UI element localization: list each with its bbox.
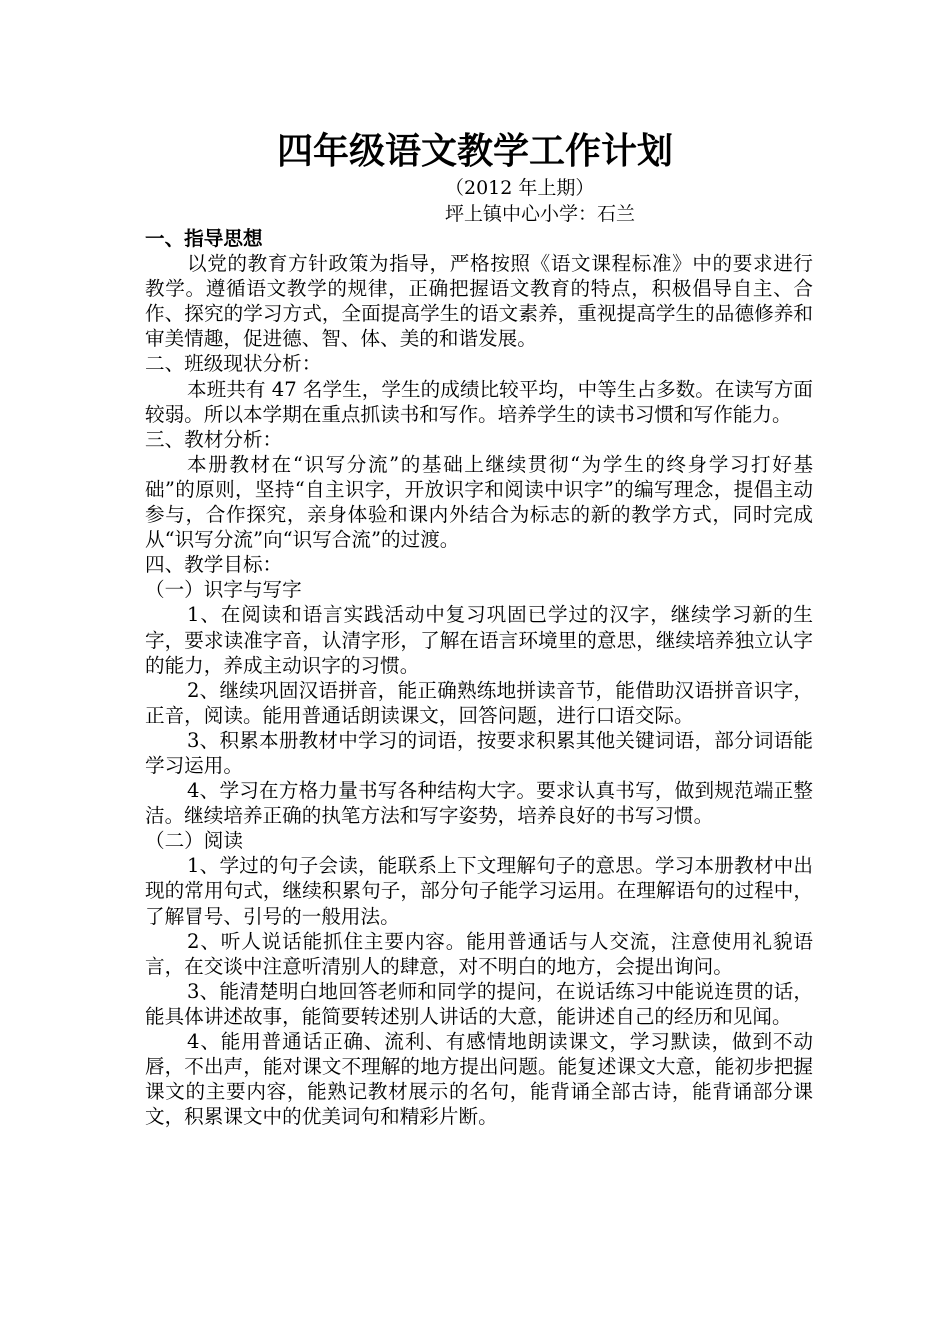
section-heading-class-status: 二、班级现状分析： bbox=[145, 352, 322, 376]
list-item: 2、继续巩固汉语拼音，能正确熟练地拼读音节，能借助汉语拼音识字，正音，阅读。能用普通话朗读课文，回答问题，进行口语交际。 bbox=[145, 678, 813, 727]
list-item: 1、学过的句子会读，能联系上下文理解句子的意思。学习本册教材中出现的常用句式，继续积累句子，部分句子能学习运用。在理解语句的过程中，了解冒号、引号的一般用法。 bbox=[145, 854, 813, 928]
author-line: 坪上镇中心小学：石兰 bbox=[445, 203, 636, 225]
list-item: 2、听人说话能抓住主要内容。能用普通话与人交流，注意使用礼貌语言，在交谈中注意听清别人的肆意，对不明白的地方，会提出询问。 bbox=[145, 929, 813, 978]
list-item: 3、积累本册教材中学习的词语，按要求积累其他关键词语，部分词语能学习运用。 bbox=[145, 728, 813, 777]
section-heading-textbook-analysis: 三、教材分析： bbox=[145, 427, 283, 451]
subsection-heading-reading: （二）阅读 bbox=[145, 829, 243, 853]
paragraph: 以党的教育方针政策为指导，严格按照《语文课程标准》中的要求进行教学。遵循语文教学的规律，正确把握语文教育的特点，积极倡导自主、合作、探究的学习方式，全面提高学生的语文素养，重视提高学生的品德修养和审美情趣，促进德、智、体、美的和谐发展。 bbox=[145, 252, 813, 351]
document-body bbox=[145, 226, 813, 1129]
list-item: 1、在阅读和语言实践活动中复习巩固已学过的汉字，继续学习新的生字，要求读准字音，认清字形，了解在语言环境里的意思，继续培养独立认字的能力，养成主动识字的习惯。 bbox=[145, 603, 813, 677]
document-title: 四年级语文教学工作计划 bbox=[276, 130, 673, 172]
list-item: 4、学习在方格力量书写各种结构大字。要求认真书写，做到规范端正整洁。继续培养正确的执笔方法和写字姿势，培养良好的书写习惯。 bbox=[145, 779, 813, 828]
section-heading-teaching-goals: 四、教学目标： bbox=[145, 553, 283, 577]
section-heading-guiding-ideology: 一、指导思想 bbox=[145, 227, 263, 250]
subsection-heading-literacy: （一）识字与写字 bbox=[145, 578, 302, 602]
term-line: （2012 年上期） bbox=[445, 177, 595, 199]
paragraph: 本册教材在“识写分流”的基础上继续贯彻“为学生的终身学习打好基础”的原则，坚持“自主识字，开放识字和阅读中识字”的编写理念，提倡主动参与，合作探究，亲身体验和课内外结合为标志的新的教学方式，同时完成从“识写分流”向“识写合流”的过渡。 bbox=[145, 452, 813, 552]
list-item: 3、能清楚明白地回答老师和同学的提问，在说话练习中能说连贯的话，能具体讲述故事，能简要转述别人讲话的大意，能讲述自己的经历和见闻。 bbox=[145, 979, 813, 1028]
list-item: 4、能用普通话正确、流利、有感情地朗读课文，学习默读，做到不动唇，不出声，能对课文不理解的地方提出问题。能复述课文大意，能初步把握课文的主要内容，能熟记教材展示的名句，能背诵全部古诗，能背诵部分课文，积累课文中的优美词句和精彩片断。 bbox=[145, 1030, 813, 1129]
paragraph: 本班共有 47 名学生，学生的成绩比较平均，中等生占多数。在读写方面较弱。所以本学期在重点抓读书和写作。培养学生的读书习惯和写作能力。 bbox=[145, 377, 813, 426]
